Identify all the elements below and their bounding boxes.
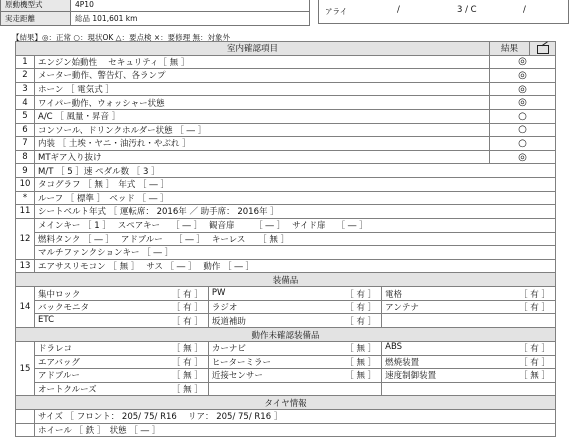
unchecked-cell: ABS ［ 有 ］ xyxy=(382,342,555,355)
item-result: ◎ xyxy=(490,150,556,164)
table-row: 3 ホーン ［ 電気式 ］ ◎ xyxy=(16,82,556,96)
unchecked-cell: オートクルーズ ［ 無 ］ xyxy=(35,382,208,395)
table-row: 5 A/C ［ 風量・昇音 ］ ○ xyxy=(16,109,556,123)
vehicle-spec-table xyxy=(0,0,310,26)
item-result: ◎ xyxy=(490,69,556,83)
unchecked-cell: アドブルー ［ 無 ］ xyxy=(35,369,208,382)
equipment-cell: PW ［ 有 ］ xyxy=(208,287,381,300)
equipment-cell: 坂道補助 ［ 有 ］ xyxy=(208,314,381,327)
unchecked-cell: エアバッグ ［ 有 ］ xyxy=(35,355,208,368)
result-column-title: 結果 xyxy=(490,42,530,56)
item-result: ◎ xyxy=(490,96,556,110)
table-row-keys: 12 メインキー ［ 1 ］ スペアキー ［ ― ］ 観音扉 ［ ― ］ サイド扉 ［ ― ］ 燃料タンク ［ ― ］ アドブルー ［ ― ］ キーレス ［ 無 ］ マルチファンクションキー ［ ― ］ xyxy=(16,218,556,259)
item-text: タコグラフ ［ 無 ］ 年式 ［ ― ］ xyxy=(35,177,556,191)
equipment-cell: 電格 ［ 有 ］ xyxy=(382,287,555,300)
tire-size: サイズ ［ フロント： 205/ 75/ R16 リア： 205/ 75/ R16 ］ xyxy=(35,410,556,424)
item-text: エアサスリモコン ［ 無 ］ サス ［ ― ］ 動作 ［ ― ］ xyxy=(35,259,556,273)
equipment-section: 14 集中ロック ［ 有 ］ PW ［ 有 ］ 電格 ［ 有 ］ バックモニタ ［ 有 ］ ラジオ ［ 有 ］ アンテナ ［ 有 ］ ETC ［ 有 ］ 坂道補助 ［ 有 ］ xyxy=(16,287,556,328)
mileage-label: 実走距離 xyxy=(1,12,71,26)
unchecked-cell: カーナビ ［ 無 ］ xyxy=(208,342,381,355)
item-text: ホーン ［ 電気式 ］ xyxy=(35,82,490,96)
item-text: 内装 ［ 土埃・ヤニ・油汚れ・やぶれ ］ xyxy=(35,137,490,151)
item-text: M/T ［ 5 ］速 ペダル数 ［ 3 ］ xyxy=(35,164,556,178)
alignment-value-1: / xyxy=(397,5,400,15)
unchecked-cell xyxy=(208,382,381,395)
item-result: ◎ xyxy=(490,82,556,96)
table-row: 4 ワイパー動作、ウォッシャー状態 ◎ xyxy=(16,96,556,110)
tire-header-row xyxy=(16,396,556,410)
table-row: 10 タコグラフ ［ 無 ］ 年式 ［ ― ］ xyxy=(16,177,556,191)
unchecked-cell xyxy=(382,382,555,395)
unchecked-cell: 速度制御装置 ［ 無 ］ xyxy=(382,369,555,382)
item-result: ◎ xyxy=(490,55,556,69)
tire-title: タイヤ情報 xyxy=(16,396,556,410)
item-text: ワイパー動作、ウォッシャー状態 xyxy=(35,96,490,110)
equipment-cell: アンテナ ［ 有 ］ xyxy=(382,300,555,313)
tire-wheel: ホイール ［ 鉄 ］ 状態 ［ ― ］ xyxy=(35,423,556,437)
item-text: メーター動作、警告灯、各ランプ xyxy=(35,69,490,83)
unchecked-title: 動作未確認装備品 xyxy=(16,328,556,342)
unchecked-header-row xyxy=(16,328,556,342)
equipment-cell: ラジオ ［ 有 ］ xyxy=(208,300,381,313)
table-header-row xyxy=(16,42,556,56)
edit-icon-cell[interactable] xyxy=(530,42,556,56)
equipment-cell: ETC ［ 有 ］ xyxy=(35,314,208,327)
table-row: 8 MTギア入り抜け ◎ xyxy=(16,150,556,164)
equipment-cell: バックモニタ ［ 有 ］ xyxy=(35,300,208,313)
alignment-box xyxy=(318,0,569,24)
tire-size-row xyxy=(16,410,556,424)
item-text: シートベルト年式 ［ 運転席： 2016年 ／ 助手席： 2016年 ］ xyxy=(35,205,556,219)
unchecked-section: 15 ドラレコ ［ 無 ］ カーナビ ［ 無 ］ ABS ［ 有 ］ エアバッグ ［ 有 ］ ヒーターミラー ［ 無 ］ 燃焼装置 ［ 有 ］ アドブルー ［ 無 ］ 近接センサー ［ 無 ］ 速度制御装置 ［ 無 ］ オートクルーズ ［ 無 ］ xyxy=(16,341,556,396)
alignment-label: アライ xyxy=(325,7,348,16)
item-result: ○ xyxy=(490,137,556,151)
table-row: 2 メーター動作、警告灯、各ランプ ◎ xyxy=(16,69,556,83)
edit-icon[interactable] xyxy=(536,43,550,53)
inspection-table xyxy=(15,41,556,437)
equipment-title: 装備品 xyxy=(16,273,556,287)
interior-items-title: 室内確認項目 xyxy=(16,42,490,56)
alignment-value-3: / xyxy=(523,5,526,15)
unchecked-cell: 近接センサー ［ 無 ］ xyxy=(208,369,381,382)
unchecked-cell: 燃焼装置 ［ 有 ］ xyxy=(382,355,555,368)
table-row: 11 シートベルト年式 ［ 運転席： 2016年 ／ 助手席： 2016年 ］ xyxy=(16,205,556,219)
mileage-value: 総品 101,601 km xyxy=(71,12,310,26)
item-text: コンソール、ドリンクホルダー状態 ［ ― ］ xyxy=(35,123,490,137)
item-result: ○ xyxy=(490,109,556,123)
tire-wheel-row xyxy=(16,423,556,437)
model-value: 4P10 xyxy=(71,0,310,12)
item-text: A/C ［ 風量・昇音 ］ xyxy=(35,109,490,123)
item-text: ルーフ ［ 標準 ］ ベッド ［ ― ］ xyxy=(35,191,556,205)
table-row: 6 コンソール、ドリンクホルダー状態 ［ ― ］ ○ xyxy=(16,123,556,137)
table-row: 9 M/T ［ 5 ］速 ペダル数 ［ 3 ］ xyxy=(16,164,556,178)
table-row: 1 エンジン始動性 セキュリティ［ 無 ］ ◎ xyxy=(16,55,556,69)
keys-line-3: マルチファンクションキー ［ ― ］ xyxy=(38,248,174,259)
result-legend: 【結果】◎：正常 ○：現状OK △：要点検 ×：要修理 無：対象外 xyxy=(12,33,230,42)
table-row: 7 内装 ［ 土埃・ヤニ・油汚れ・やぶれ ］ ○ xyxy=(16,137,556,151)
unchecked-cell: ドラレコ ［ 無 ］ xyxy=(35,342,208,355)
equipment-header-row xyxy=(16,273,556,287)
equipment-cell xyxy=(382,314,555,327)
keys-line-1: メインキー ［ 1 ］ スペアキー ［ ― ］ 観音扉 ［ ― ］ サイド扉 ［ ― ］ xyxy=(35,219,555,232)
item-result: ○ xyxy=(490,123,556,137)
alignment-value-2: 3 / C xyxy=(457,5,477,15)
unchecked-cell: ヒーターミラー ［ 無 ］ xyxy=(208,355,381,368)
item-text: エンジン始動性 セキュリティ［ 無 ］ xyxy=(35,55,490,69)
vehicle-header xyxy=(0,0,569,26)
model-label: 原動機型式 xyxy=(1,0,71,12)
item-text: MTギア入り抜け xyxy=(35,150,490,164)
equipment-cell: 集中ロック ［ 有 ］ xyxy=(35,287,208,300)
table-row: * ルーフ ［ 標準 ］ ベッド ［ ― ］ xyxy=(16,191,556,205)
table-row: 13 エアサスリモコン ［ 無 ］ サス ［ ― ］ 動作 ［ ― ］ xyxy=(16,259,556,273)
keys-line-2: 燃料タンク ［ ― ］ アドブルー ［ ― ］ キーレス ［ 無 ］ xyxy=(35,232,555,245)
